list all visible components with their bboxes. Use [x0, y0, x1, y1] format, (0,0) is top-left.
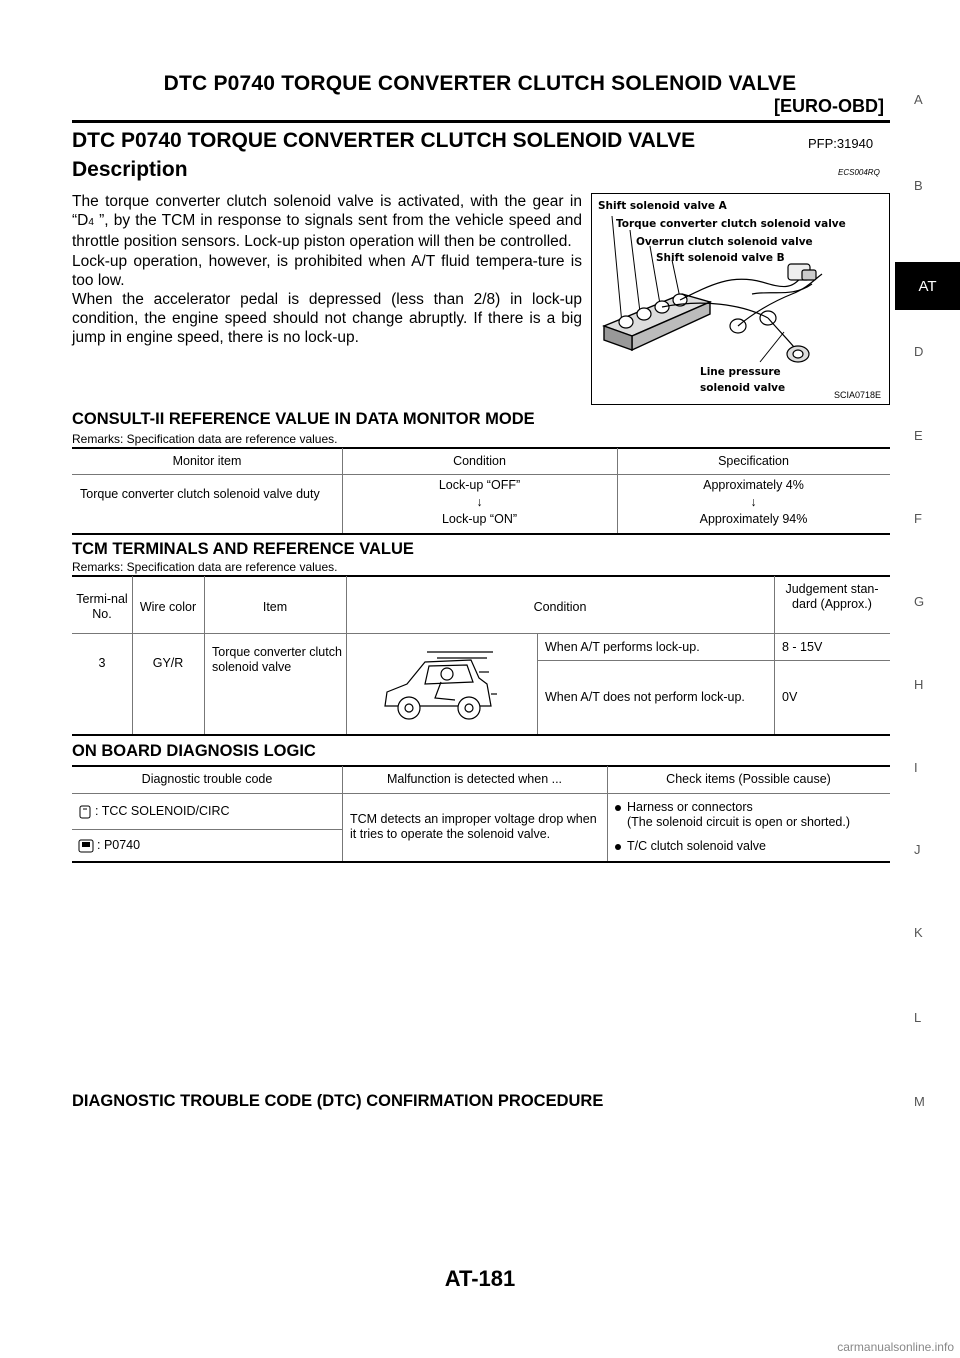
- description-para-2: Lock-up operation, however, is prohibited when A/T fluid tempera-ture is too low.: [72, 252, 582, 289]
- page-number: AT-181: [444, 1266, 516, 1291]
- arrow-down-icon: ↓: [476, 495, 483, 509]
- sidebar-letter-m[interactable]: M: [914, 1094, 925, 1109]
- obd-header-malfunction: Malfunction is detected when ...: [386, 772, 563, 786]
- sidebar-letter-d[interactable]: D: [914, 344, 924, 359]
- tcm-condition-no-lockup: When A/T does not perform lock-up.: [545, 690, 745, 704]
- bullet-icon: [615, 805, 621, 811]
- table-divider: [342, 766, 343, 862]
- obd-header-check: Check items (Possible cause): [666, 772, 831, 786]
- consult-header-monitor: Monitor item: [172, 454, 242, 468]
- consult-remark: Remarks: Specification data are reference values.: [72, 432, 338, 446]
- sidebar-letter-g[interactable]: G: [914, 594, 925, 609]
- sidebar-letter-a[interactable]: A: [914, 92, 923, 107]
- tcm-value-no-lockup: 0V: [782, 690, 798, 704]
- running-header-subtitle: [EURO-OBD]: [774, 96, 884, 116]
- car-illustration: [375, 648, 505, 726]
- page-title: DTC P0740 TORQUE CONVERTER CLUTCH SOLENOID VALVE: [72, 129, 696, 152]
- table-rule: [72, 734, 890, 736]
- running-header-title: DTC P0740 TORQUE CONVERTER CLUTCH SOLENOID VALVE: [163, 72, 797, 95]
- obd-header-code: Diagnostic trouble code: [141, 772, 273, 786]
- consult-spec-on: Approximately 94%: [699, 512, 808, 526]
- figure-label-overrun: Overrun clutch solenoid valve: [636, 236, 813, 248]
- table-rule: [72, 765, 890, 767]
- gst-tester-icon: [78, 839, 94, 853]
- table-divider: [204, 576, 205, 735]
- figure-label-tcc: Torque converter clutch solenoid valve: [616, 218, 846, 230]
- table-rule: [72, 474, 890, 475]
- tcm-terminal: 3: [98, 656, 106, 670]
- consult-header-condition: Condition: [453, 454, 506, 468]
- table-rule: [72, 575, 890, 577]
- sidebar-letter-f[interactable]: F: [914, 511, 922, 526]
- arrow-down-icon: ↓: [750, 495, 757, 509]
- sidebar-letter-j[interactable]: J: [914, 842, 921, 857]
- table-divider: [537, 634, 538, 735]
- table-rule: [72, 633, 890, 634]
- solenoid-valve-figure: [591, 193, 890, 405]
- tcm-remark: Remarks: Specification data are reference values.: [72, 560, 338, 574]
- figure-label-line-pressure-2: solenoid valve: [700, 382, 786, 394]
- description-ref-code: ECS004RQ: [838, 168, 880, 177]
- figure-label-line-pressure-1: Line pressure: [700, 366, 781, 378]
- description-body: [72, 192, 582, 348]
- tcm-item: Torque converter clutch solenoid valve: [212, 645, 342, 674]
- tcm-condition-lockup: When A/T performs lock-up.: [545, 640, 700, 654]
- sidebar-letter-e[interactable]: E: [914, 428, 923, 443]
- sidebar-letter-i[interactable]: I: [914, 760, 918, 775]
- consult-condition-on: Lock-up “ON”: [441, 512, 518, 526]
- table-divider: [607, 766, 608, 862]
- dtc-heading: DIAGNOSTIC TROUBLE CODE (DTC) CONFIRMATION PROCEDURE: [72, 1092, 604, 1110]
- figure-caption: SCIA0718E: [833, 390, 881, 400]
- obd-check-item-2: T/C clutch solenoid valve: [615, 839, 887, 854]
- sidebar-tab-at-active[interactable]: AT: [895, 262, 960, 310]
- table-rule: [72, 829, 342, 830]
- consult-condition-off: Lock-up “OFF”: [438, 478, 521, 492]
- bullet-icon: [615, 844, 621, 850]
- pfp-code: PFP:31940: [808, 136, 874, 151]
- table-divider: [346, 576, 347, 735]
- table-rule: [72, 533, 890, 535]
- table-rule: [537, 660, 890, 661]
- tcm-header-terminal: Termi-nal No.: [76, 592, 128, 621]
- table-rule: [72, 793, 890, 794]
- description-heading: Description: [72, 158, 188, 181]
- sidebar-letter-k[interactable]: K: [914, 925, 923, 940]
- header-rule: [72, 120, 890, 123]
- table-rule: [72, 861, 890, 863]
- sidebar-letter-h[interactable]: H: [914, 677, 924, 692]
- obd-heading: ON BOARD DIAGNOSIS LOGIC: [72, 742, 316, 760]
- table-divider: [774, 576, 775, 735]
- obd-check-item-1: Harness or connectors (The solenoid circuit is open or shorted.): [615, 800, 887, 830]
- sidebar-letter-l[interactable]: L: [914, 1010, 922, 1025]
- consult-tester-icon: [78, 805, 92, 819]
- consult-header-spec: Specification: [718, 454, 789, 468]
- obd-code-consult: : TCC SOLENOID/CIRC: [78, 804, 338, 819]
- table-rule: [72, 447, 890, 449]
- vehicle-driver-icon: [375, 648, 505, 731]
- tcm-header-wire: Wire color: [139, 600, 197, 614]
- tcm-value-lockup: 8 - 15V: [782, 640, 823, 654]
- description-para-1: The torque converter clutch solenoid valve is activated, with the gear in “D4 ”, by the TCM in response to signals sent from the vehicle speed and throttle position sensors. Lock-up piston operation will then be controlled.: [72, 193, 582, 251]
- watermark: carmanualsonline.info: [837, 1340, 954, 1354]
- tcm-header-item: Item: [262, 600, 288, 614]
- consult-spec-off: Approximately 4%: [703, 478, 804, 492]
- tcm-heading: TCM TERMINALS AND REFERENCE VALUE: [72, 540, 414, 558]
- description-para-3: When the accelerator pedal is depressed (less than 2/8) in lock-up condition, the engine speed should not change abruptly. If there is a big jump in engine speed, there is no lock-up.: [72, 291, 582, 347]
- figure-label-shift-b: Shift solenoid valve B: [656, 252, 785, 264]
- obd-malfunction: TCM detects an improper voltage drop when it tries to operate the solenoid valve.: [350, 812, 597, 841]
- tcm-wire-color: GY/R: [152, 656, 184, 670]
- sidebar-letter-b[interactable]: B: [914, 178, 923, 193]
- obd-code-gst: : P0740: [78, 838, 338, 853]
- consult-heading: CONSULT-II REFERENCE VALUE IN DATA MONITOR MODE: [72, 410, 535, 428]
- figure-label-shift-a: Shift solenoid valve A: [598, 200, 727, 212]
- tcm-header-judgement: Judgement stan-dard (Approx.): [785, 582, 879, 611]
- tcm-header-condition: Condition: [533, 600, 587, 614]
- consult-item: Torque converter clutch solenoid valve duty: [80, 487, 320, 501]
